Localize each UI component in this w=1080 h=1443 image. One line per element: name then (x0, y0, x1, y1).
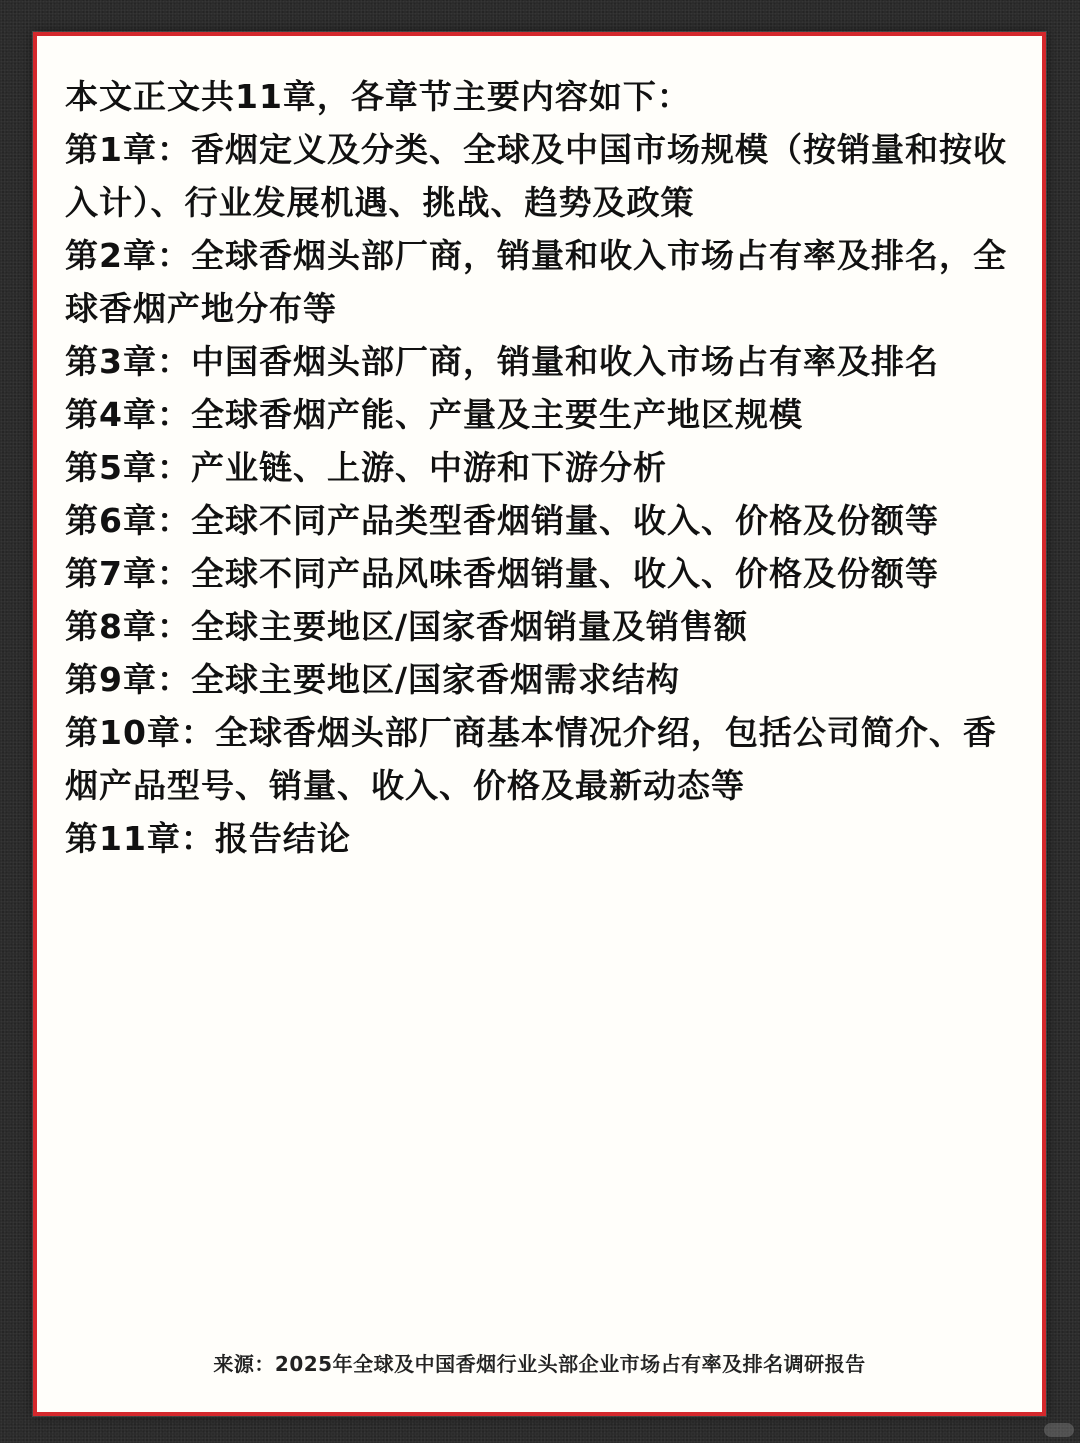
chapter-1: 第1章：香烟定义及分类、全球及中国市场规模（按销量和按收入计）、行业发展机遇、挑战、趋势及政策 (65, 130, 1007, 222)
source-note: 来源：2025年全球及中国香烟行业头部企业市场占有率及排名调研报告 (213, 1352, 866, 1376)
chapter-2: 第2章：全球香烟头部厂商，销量和收入市场占有率及排名，全球香烟产地分布等 (65, 236, 1007, 328)
chapter-6: 第6章：全球不同产品类型香烟销量、收入、价格及份额等 (65, 501, 939, 540)
chapter-4: 第4章：全球香烟产能、产量及主要生产地区规模 (65, 395, 803, 434)
intro-text: 本文正文共11章，各章节主要内容如下： (65, 77, 691, 116)
document-card (33, 32, 1046, 1416)
chapter-8: 第8章：全球主要地区/国家香烟销量及销售额 (65, 607, 749, 646)
chapter-list (65, 70, 1015, 865)
watermark-logo (1044, 1423, 1074, 1437)
chapter-10: 第10章：全球香烟头部厂商基本情况介绍，包括公司简介、香烟产品型号、销量、收入、价格及最新动态等 (65, 713, 997, 805)
chapter-11: 第11章：报告结论 (65, 819, 351, 858)
chapter-9: 第9章：全球主要地区/国家香烟需求结构 (65, 660, 681, 699)
chapter-7: 第7章：全球不同产品风味香烟销量、收入、价格及份额等 (65, 554, 939, 593)
chapter-5: 第5章：产业链、上游、中游和下游分析 (65, 448, 667, 487)
chapter-3: 第3章：中国香烟头部厂商，销量和收入市场占有率及排名 (65, 342, 939, 381)
